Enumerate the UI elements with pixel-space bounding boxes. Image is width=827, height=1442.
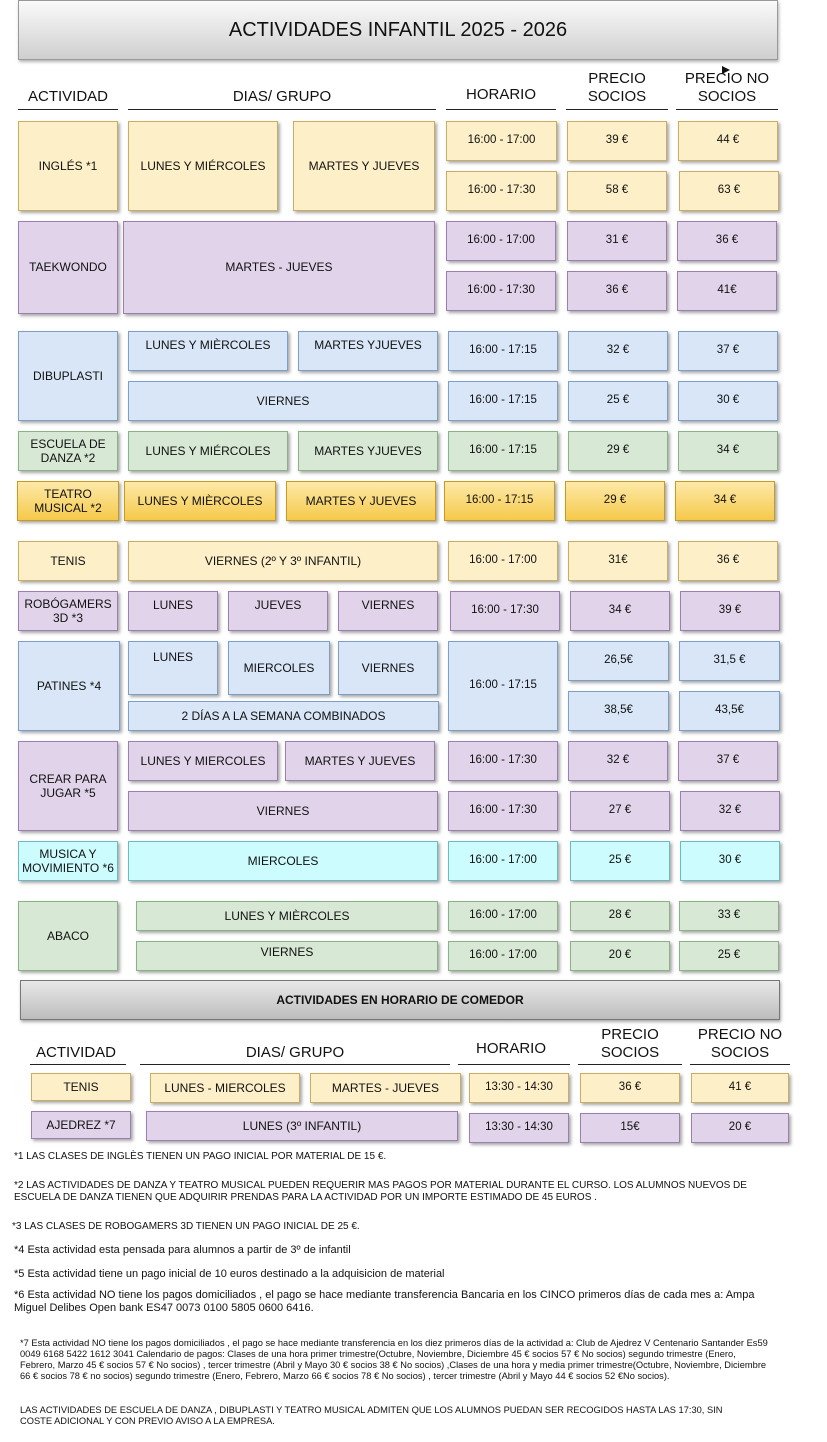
- schedule-cell: 16:00 - 17:30: [448, 791, 558, 831]
- schedule-cell: 16:00 - 17:15: [448, 331, 558, 371]
- price-no-socios: 39 €: [680, 591, 780, 631]
- group-cell: MARTES Y JUEVES: [286, 481, 436, 521]
- price-no-socios: 37 €: [678, 741, 778, 781]
- divider: [458, 1064, 570, 1065]
- price-no-socios: 37 €: [678, 331, 778, 371]
- group-cell: MARTES Y JUEVES: [293, 121, 435, 211]
- divider: [690, 1064, 790, 1065]
- group-cell: LUNES Y MIÉRCOLES: [128, 121, 278, 211]
- footnote-5: *5 Esta actividad tiene un pago inicial de 10 euros destinado a la adquisicion de material: [14, 1268, 445, 1280]
- header-precio-no-socios: PRECIO NO SOCIOS: [697, 1026, 783, 1061]
- price-no-socios: 44 €: [678, 121, 778, 161]
- group-cell: MARTES YJUEVES: [298, 431, 438, 471]
- schedule-cell: 16:00 - 17:00: [448, 901, 558, 931]
- footnote-7: *7 Esta actividad NO tiene los pagos domiciliados , el pago se hace mediante transferencia en los diez primeros días de la actividad a: Club de Ajedrez V Centenario Santander Es59 0049 6168 5422 1612 3041 Calendario de pagos: Clases de una hora primer trimestre(Octubre, Noviembre, Diciembre 45 € socios 57 € No socios) segundo trimestre (Enero, Febrero, Marzo 45 € socios 57 € No socios) , tercer trimestre (Abril y Mayo 30 € socios 38 € No socios) ,Clases de una hora y media primer trimestre(Octubre, Noviembre, Diciembre 66 € socios 78 € no socios) segundo trimestre (Enero, Febrero, Marzo 66 € socios 78 € No socios) , tercer trimestre (Abril y Mayo 44 € socios 52 €No socios).: [20, 1338, 768, 1382]
- price-socios: 26,5€: [568, 641, 669, 681]
- group-cell: VIERNES: [128, 791, 438, 831]
- price-no-socios: 34 €: [675, 481, 775, 521]
- price-no-socios: 43,5€: [679, 691, 780, 731]
- header-dias: DIAS/ GRUPO: [245, 1044, 345, 1061]
- price-socios: 25 €: [568, 381, 668, 421]
- price-no-socios: 63 €: [679, 171, 779, 211]
- schedule-cell: 16:00 - 17:00: [446, 121, 557, 161]
- group-cell: MIERCOLES: [128, 841, 438, 881]
- schedule-cell: 16:00 - 17:15: [448, 381, 558, 421]
- schedule-cell: 16:00 - 17:00: [448, 541, 558, 581]
- comedor-activity-tenis: TENIS: [31, 1073, 131, 1101]
- page-title: ACTIVIDADES INFANTIL 2025 - 2026: [18, 0, 778, 60]
- group-cell: 2 DÍAS A LA SEMANA COMBINADOS: [128, 701, 439, 731]
- activity-dibuplasti: DIBUPLASTI: [18, 331, 118, 421]
- price-no-socios: 25 €: [679, 941, 779, 971]
- group-cell: MARTES - JUEVES: [310, 1073, 461, 1103]
- schedule-cell: 16:00 - 17:00: [446, 221, 556, 261]
- header-horario: HORARIO: [465, 86, 536, 103]
- group-cell: LUNES Y MIÈRCOLES: [128, 331, 288, 371]
- activity-tenis: TENIS: [18, 541, 118, 581]
- price-socios: 58 €: [567, 171, 667, 211]
- footnote-2: *2 LAS ACTIVIDADES DE DANZA Y TEATRO MUSICAL PUEDEN REQUERIR MAS PAGOS POR MATERIAL DURANTE EL CURSO. LOS ALUMNOS NUEVOS DE ESCUELA DE DANZA TIENEN QUE ADQUIRIR PRENDAS PARA LA ACTIVIDAD POR UN IMPORTE ESTIMADO DE 45 EUROS .: [14, 1180, 747, 1203]
- activity-taekwondo: TAEKWONDO: [18, 221, 118, 314]
- price-no-socios: 41 €: [691, 1073, 789, 1103]
- divider: [30, 1064, 126, 1065]
- price-socios: 25 €: [570, 841, 670, 881]
- group-cell: MARTES YJUEVES: [298, 331, 438, 371]
- price-no-socios: 32 €: [680, 791, 780, 831]
- price-no-socios: 30 €: [680, 841, 780, 881]
- schedule-cell: 16:00 - 17:00: [448, 941, 558, 971]
- header-dias: DIAS/ GRUPO: [232, 88, 332, 105]
- group-cell: VIERNES: [338, 591, 438, 631]
- price-no-socios: 34 €: [678, 431, 778, 471]
- price-socios: 31€: [568, 541, 668, 581]
- footnote-8: LAS ACTIVIDADES DE ESCUELA DE DANZA , DIBUPLASTI Y TEATRO MUSICAL ADMITEN QUE LOS ALUMNOS PUEDAN SER RECOGIDOS HASTA LAS 17:30, SIN COSTE ADICIONAL Y CON PREVIO AVISO A LA EMPRESA.: [20, 1405, 723, 1427]
- price-socios: 38,5€: [568, 691, 669, 731]
- group-cell: VIERNES: [128, 381, 438, 421]
- group-cell: LUNES: [128, 591, 218, 631]
- header-horario: HORARIO: [475, 1040, 546, 1057]
- divider: [140, 1064, 450, 1065]
- divider: [676, 109, 778, 110]
- price-socios: 29 €: [565, 481, 665, 521]
- divider: [446, 109, 556, 110]
- group-cell: MARTES Y JUEVES: [285, 741, 435, 781]
- price-no-socios: 36 €: [678, 541, 778, 581]
- group-cell: LUNES (3º INFANTIL): [146, 1111, 458, 1141]
- footnote-4: *4 Esta actividad esta pensada para alumnos a partir de 3º de infantil: [14, 1244, 351, 1256]
- price-socios: 28 €: [570, 901, 670, 931]
- price-no-socios: 36 €: [677, 221, 777, 261]
- activity-danza: ESCUELA DE DANZA *2: [18, 431, 118, 471]
- footnote-6: *6 Esta actividad NO tiene los pagos domiciliados , el pago se hace mediante transferencia Bancaria en los CINCO primeros días de cada mes a: Ampa Miguel Delibes Open bank ES47 0073 0100 5805 0600 6416.: [14, 1289, 755, 1315]
- price-socios: 31 €: [567, 221, 667, 261]
- schedule-cell: 16:00 - 17:15: [448, 431, 558, 471]
- group-cell: JUEVES: [228, 591, 328, 631]
- schedule-cell: 16:00 - 17:30: [448, 741, 558, 781]
- schedule-cell: 13:30 - 14:30: [469, 1073, 569, 1103]
- footnote-1: *1 LAS CLASES DE INGLÈS TIENEN UN PAGO INICIAL POR MATERIAL DE 15 €.: [14, 1151, 387, 1162]
- group-cell: LUNES Y MIERCOLES: [128, 741, 278, 781]
- schedule-cell: 16:00 - 17:15: [444, 481, 555, 521]
- schedule-cell: 16:00 - 17:30: [446, 271, 556, 311]
- group-cell: LUNES Y MIÈRCOLES: [136, 901, 438, 931]
- price-no-socios: 20 €: [691, 1113, 789, 1143]
- header-actividad: ACTIVIDAD: [35, 1044, 116, 1061]
- comedor-activity-ajedrez: AJEDREZ *7: [31, 1111, 131, 1139]
- schedule-cell: 13:30 - 14:30: [469, 1113, 569, 1143]
- header-actividad: ACTIVIDAD: [27, 88, 108, 105]
- divider: [566, 109, 668, 110]
- divider: [578, 1064, 682, 1065]
- comedor-section-title: ACTIVIDADES EN HORARIO DE COMEDOR: [20, 980, 780, 1020]
- group-cell: VIERNES: [136, 941, 438, 971]
- price-socios: 36 €: [580, 1073, 680, 1103]
- schedule-cell: 16:00 - 17:00: [448, 841, 558, 881]
- divider: [128, 109, 436, 110]
- price-socios: 15€: [580, 1113, 680, 1143]
- group-cell: MIERCOLES: [228, 641, 330, 695]
- price-socios: 34 €: [570, 591, 670, 631]
- schedule-cell: 16:00 - 17:15: [448, 641, 558, 731]
- price-socios: 20 €: [570, 941, 670, 971]
- activity-teatro: TEATRO MUSICAL *2: [17, 481, 119, 521]
- price-socios: 36 €: [567, 271, 667, 311]
- footnote-3: *3 LAS CLASES DE ROBOGAMERS 3D TIENEN UN PAGO INICIAL DE 25 €.: [12, 1221, 360, 1232]
- group-cell: LUNES: [128, 641, 218, 695]
- group-cell: LUNES - MIERCOLES: [150, 1073, 300, 1103]
- activity-crear-para-jugar: CREAR PARA JUGAR *5: [18, 741, 118, 831]
- header-precio-socios: PRECIO SOCIOS: [600, 1026, 660, 1061]
- schedule-cell: 16:00 - 17:30: [450, 591, 560, 631]
- group-cell: VIERNES (2º Y 3º INFANTIL): [128, 541, 438, 581]
- price-no-socios: 33 €: [679, 901, 779, 931]
- activity-abaco: ABACO: [18, 901, 118, 971]
- price-no-socios: 31,5 €: [679, 641, 780, 681]
- header-precio-no-socios: PRECIO NO SOCIOS: [684, 70, 770, 105]
- activity-robogamers: ROBÓGAMERS 3D *3: [18, 591, 118, 631]
- price-socios: 29 €: [568, 431, 668, 471]
- schedule-cell: 16:00 - 17:30: [446, 171, 557, 211]
- header-precio-socios: PRECIO SOCIOS: [587, 70, 647, 105]
- divider: [18, 109, 118, 110]
- price-socios: 32 €: [568, 741, 668, 781]
- group-cell: MARTES - JUEVES: [123, 221, 435, 314]
- activity-patines: PATINES *4: [18, 641, 120, 731]
- group-cell: LUNES Y MIÈRCOLES: [124, 481, 276, 521]
- activity-ingles: INGLÉS *1: [18, 121, 118, 211]
- price-socios: 32 €: [568, 331, 668, 371]
- group-cell: VIERNES: [338, 641, 438, 695]
- price-socios: 39 €: [567, 121, 667, 161]
- price-no-socios: 30 €: [678, 381, 778, 421]
- price-no-socios: 41€: [677, 271, 777, 311]
- group-cell: LUNES Y MIÉRCOLES: [128, 431, 288, 471]
- activity-musica-movimiento: MUSICA Y MOVIMIENTO *6: [18, 841, 118, 881]
- price-socios: 27 €: [570, 791, 670, 831]
